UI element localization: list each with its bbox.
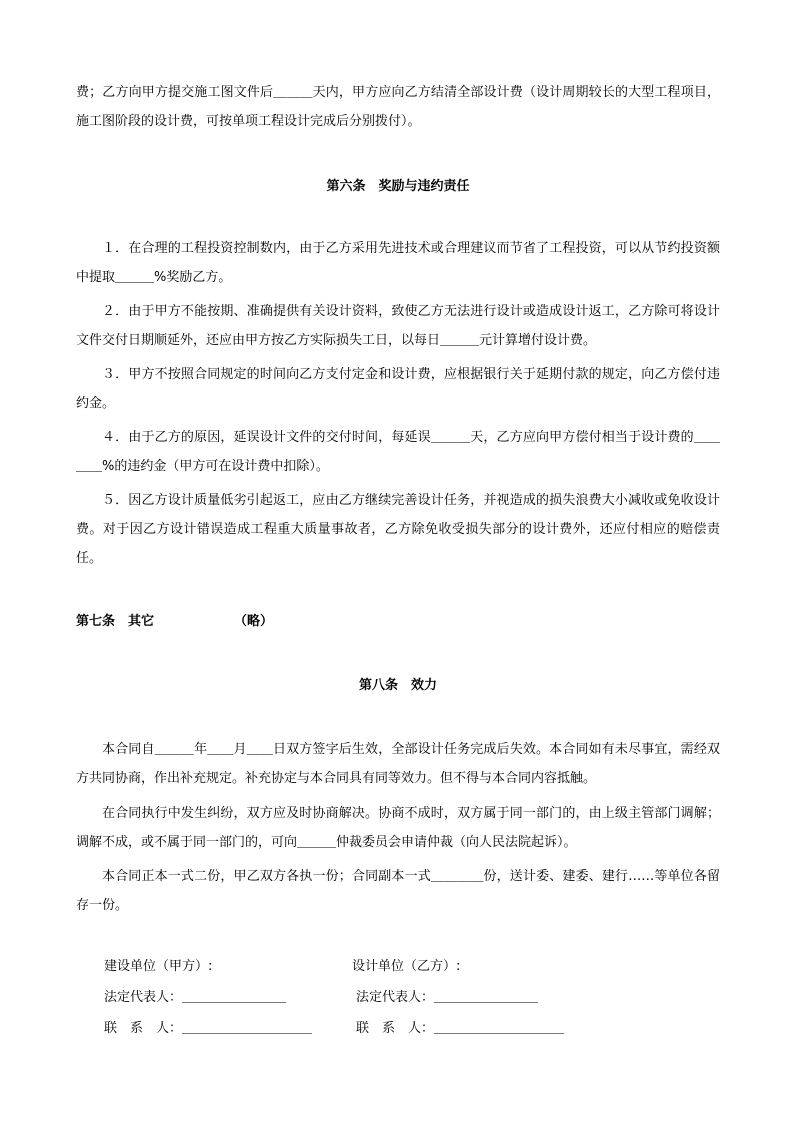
article6-title: 第六条 奖励与违约责任 <box>326 179 470 194</box>
party-a-contact <box>104 1019 312 1039</box>
article6-item-1: １．在合理的工程投资控制数内，由于乙方采用先进技术或合理建议而节省了工程投资，可以从节约投资额中提取＿＿＿%奖励乙方。 <box>76 241 720 285</box>
signature-row-representative <box>0 988 794 1008</box>
article8-paragraph-2: 在合同执行中发生纠纷，双方应及时协商解决。协商不成时，双方属于同一部门的，由上级主管部门调解；调解不成，或不属于同一部门的，可向＿＿＿仲裁委员会申请仲裁（向人民法院起诉）。 <box>76 806 720 850</box>
party-a-contact-blank: ＿＿＿＿＿＿＿＿＿＿ <box>182 1021 313 1036</box>
party-a-rep-label: 法定代表人： <box>104 990 183 1005</box>
article8-paragraph-3: 本合同正本一式二份，甲乙双方各执一份；合同副本一式＿＿＿＿份，送计委、建委、建行……等单位各留存一份。 <box>76 869 720 913</box>
party-b-rep-label: 法定代表人： <box>356 990 435 1005</box>
signature-row-contact <box>0 1019 794 1039</box>
party-b-contact-label: 联 系 人： <box>356 1021 435 1036</box>
article7-title-text: 第七条 其它 <box>76 614 155 629</box>
article8-paragraph-1: 本合同自＿＿＿年＿＿月＿＿日双方签字后生效，全部设计任务完成后失效。本合同如有未尽事宜，需经双方共同协商，作出补充规定。补充协定与本合同具有同等效力。但不得与本合同内容抵触。 <box>76 742 720 786</box>
article7-title <box>76 612 273 632</box>
party-b-contact-blank: ＿＿＿＿＿＿＿＿＿＿ <box>434 1021 565 1036</box>
article7-note: （略） <box>234 614 274 629</box>
party-a-representative <box>104 988 286 1008</box>
article5-continuation: 费；乙方向甲方提交施工图文件后＿＿＿天内，甲方应向乙方结清全部设计费（设计周期较长的大型工程项目，施工图阶段的设计费，可按单项工程设计完成后分别拨付）。 <box>76 85 720 129</box>
article6-item-5: ５．因乙方设计质量低劣引起返工，应由乙方继续完善设计任务，并视造成的损失浪费大小减收或免收设计费。对于因乙方设计错误造成工程重大质量事故者，乙方除免收受损失部分的设计费外，还应付相应的赔偿责任。 <box>76 493 720 566</box>
party-a-rep-blank: ＿＿＿＿＿＿＿＿ <box>182 990 287 1005</box>
article6-item-4: ４．由于乙方的原因，延误设计文件的交付时间，每延误＿＿＿天，乙方应向甲方偿付相当于设计费的＿＿＿＿%的违约金（甲方可在设计费中扣除）。 <box>76 430 720 474</box>
party-b-rep-blank: ＿＿＿＿＿＿＿＿ <box>434 990 539 1005</box>
article6-item-2: ２．由于甲方不能按期、准确提供有关设计资料，致使乙方无法进行设计或造成设计返工，乙方除可将设计文件交付日期顺延外，还应由甲方按乙方实际损失工日，以每日＿＿＿元计算增付设计费。 <box>76 304 720 348</box>
party-b-representative <box>356 988 538 1008</box>
article6-item-3: ３．甲方不按照合同规定的时间向乙方支付定金和设计费，应根据银行关于延期付款的规定，向乙方偿付违约金。 <box>76 367 720 411</box>
party-a-contact-label: 联 系 人： <box>104 1021 183 1036</box>
article8-title: 第八条 效力 <box>358 678 437 693</box>
party-b-contact <box>356 1019 564 1039</box>
signature-row-units <box>0 957 794 977</box>
party-b-unit-label: 设计单位（乙方）: <box>352 959 461 974</box>
party-a-unit-label: 建设单位（甲方）: <box>104 959 213 974</box>
